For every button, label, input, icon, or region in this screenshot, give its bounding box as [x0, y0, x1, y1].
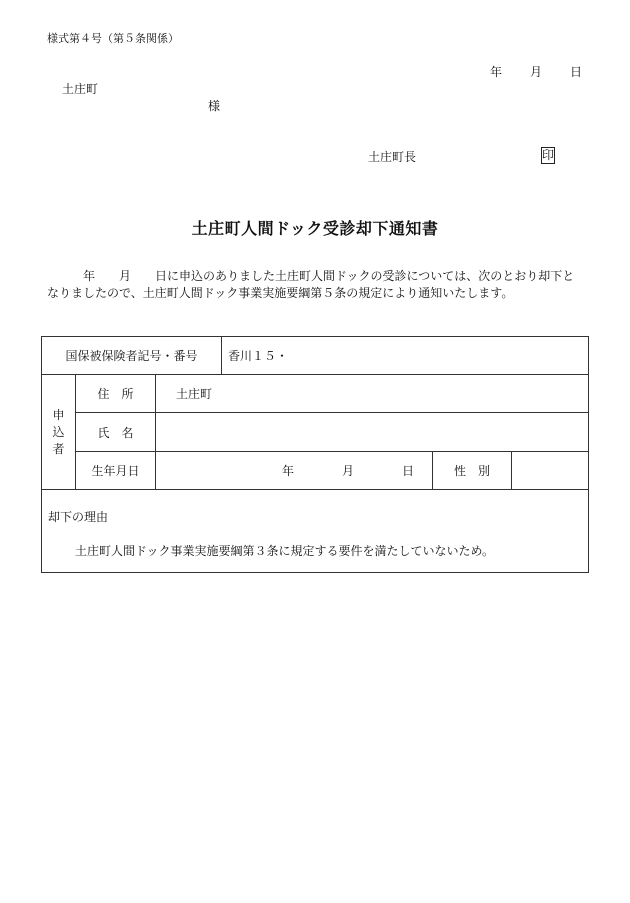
- name-label: 氏 名: [76, 413, 156, 452]
- insurance-value: 香川１５・: [222, 337, 589, 375]
- recipient-honorific: 様: [208, 99, 221, 113]
- reason-heading: 却下の理由: [48, 510, 109, 524]
- reason-cell: [42, 490, 589, 573]
- applicant-char-1: 申: [52, 407, 65, 422]
- recipient-town: 土庄町: [62, 82, 99, 96]
- insurance-label: 国保被保険者記号・番号: [42, 337, 222, 375]
- reason-text: 土庄町人間ドック事業実施要綱第３条に規定する要件を満たしていないため。: [75, 544, 495, 558]
- date-line: [0, 66, 630, 80]
- applicant-char-2: 込: [52, 424, 65, 439]
- birth-label: 生年月日: [76, 452, 156, 490]
- document-title: 土庄町人間ドック受診却下通知書: [191, 219, 439, 238]
- address-label: 住 所: [76, 375, 156, 413]
- date-year-label: 年: [490, 65, 503, 79]
- name-value: [156, 413, 589, 452]
- gender-value: [512, 452, 589, 490]
- date-month-label: 月: [530, 65, 543, 79]
- form-number: 様式第４号（第５条関係）: [47, 32, 179, 45]
- name-row: [42, 413, 589, 452]
- birth-value: 年 月 日: [156, 452, 433, 490]
- application-table: [41, 336, 589, 573]
- date-day-label: 日: [570, 65, 583, 79]
- issuer-title: 土庄町長: [368, 150, 417, 164]
- insurance-row: [42, 337, 589, 375]
- address-row: [42, 375, 589, 413]
- applicant-label: [42, 375, 76, 490]
- seal-mark: 印: [542, 148, 555, 162]
- gender-label: 性 別: [433, 452, 512, 490]
- applicant-char-3: 者: [52, 441, 65, 456]
- reason-row: [42, 490, 589, 573]
- address-value: 土庄町: [156, 375, 589, 413]
- body-text: 年 月 日に申込のありました土庄町人間ドックの受診については、次のとおり却下となりましたので、土庄町人間ドック事業実施要綱第５条の規定により通知いたします。: [47, 269, 575, 300]
- birth-row: [42, 452, 589, 490]
